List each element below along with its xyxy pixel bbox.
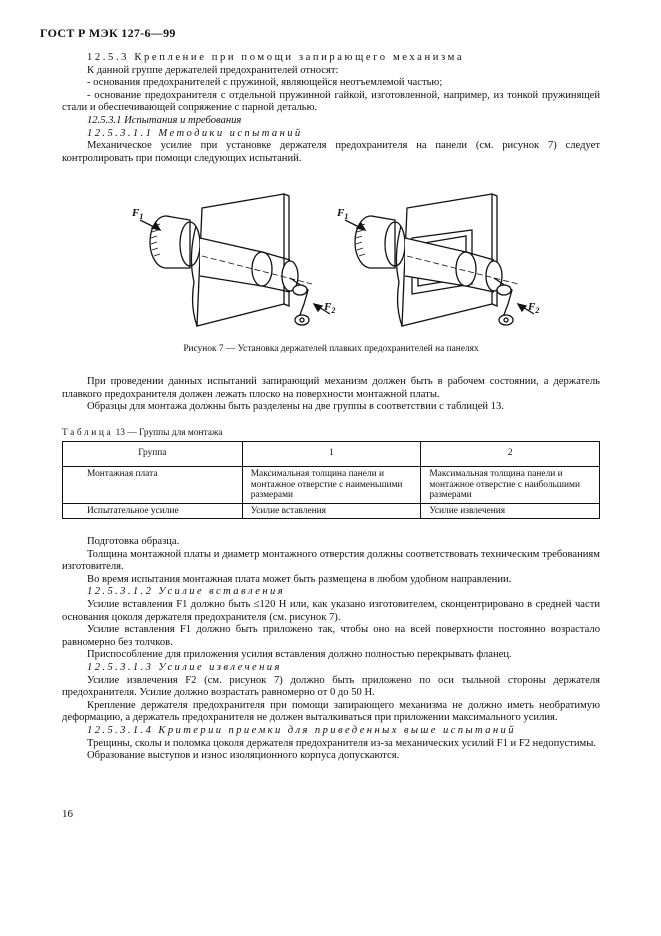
paragraph: Приспособление для приложения усилия вставления должно полностью перекрывать фланец.: [87, 649, 512, 661]
label-f2-left: $F_2$: [324, 301, 336, 315]
section-heading-12-5-3-1-2: [62, 586, 600, 599]
list-item: - основания предохранителей с пружиной, являющейся неотъемлемой частью;: [87, 77, 443, 89]
table-cell: Усилие вставления: [242, 503, 421, 518]
middle-text-block: [62, 376, 600, 414]
table-cell: Максимальная толщина панели и монтажное отверстие с наименьшими размерами: [242, 467, 421, 503]
paragraph: Крепление держателя предохранителя при помощи запирающего механизма не должно иметь необратимую деформацию, а держатель предохранителя не должен выталкиваться при приложении максимального усилия.: [62, 699, 600, 724]
bottom-text-block: [62, 536, 600, 763]
heading-text: 12.5.3.1.1 Методики испытаний: [87, 127, 303, 139]
page-number: 16: [62, 808, 73, 820]
paragraph: Толщина монтажной платы и диаметр монтажного отверстия должны соответствовать техническим требованиям изготовителя.: [62, 548, 600, 573]
table-cell: Максимальная толщина панели и монтажное отверстие с наибольшими размерами: [421, 467, 600, 503]
paragraph: Образцы для монтажа должны быть разделены на две группы в соответствии с таблицей 13.: [87, 401, 504, 413]
paragraph: При проведении данных испытаний запирающий механизм должен быть в рабочем состоянии, а держатель плавкого предохранителя должен лежать плоско на поверхности монтажной платы.: [62, 376, 600, 400]
section-heading-12-5-3-1-3: [62, 662, 600, 675]
heading-text: 12.5.3 Крепление при помощи запирающего механизма: [87, 52, 465, 63]
section-heading-12-5-3-1: [62, 115, 600, 128]
paragraph: Усилие извлечения F2 (см. рисунок 7) должно быть приложено по оси тыльной стороны держателя предохранителя. Усилие должно возрастать равномерно от 0 до 50 Н.: [62, 674, 600, 699]
table-caption-lead: Таблица: [62, 428, 114, 438]
heading-text: 12.5.3.1 Испытания и требования: [87, 114, 242, 126]
label-f2-right: $F_2$: [528, 301, 540, 315]
list-item: - основание предохранителя с отдельной пружинной гайкой, изготовленной, например, из тонкой пружинящей стали и обеспечивающей сопряжение с парной деталью.: [62, 89, 600, 114]
paragraph: К данной группе держателей предохранителей относят:: [87, 64, 339, 76]
table-row: [63, 503, 600, 518]
figure-7: [62, 186, 600, 336]
top-text-block: [62, 52, 600, 165]
table-row: [63, 467, 600, 503]
label-f1-left: $F_1$: [132, 207, 144, 221]
section-heading-12-5-3: [62, 52, 600, 65]
table-header-cell: 2: [421, 442, 600, 467]
table-header-cell: 1: [242, 442, 421, 467]
paragraph: Подготовка образца.: [87, 536, 180, 547]
table-caption-rest: 13 — Группы для монтажа: [115, 428, 223, 438]
table-cell: Усилие извлечения: [421, 503, 600, 518]
table-header-row: [63, 442, 600, 467]
fuse-holder-drawing: [62, 186, 600, 336]
heading-text: 12.5.3.1.2 Усилие вставления: [87, 586, 286, 598]
document-header: ГОСТ Р МЭК 127-6—99: [40, 26, 176, 40]
paragraph: Образование выступов и износ изоляционного корпуса допускаются.: [87, 750, 400, 762]
table-13: [62, 441, 600, 519]
table-caption: [62, 428, 223, 438]
heading-text: 12.5.3.1.3 Усилие извлечения: [87, 661, 282, 673]
table-cell: Монтажная плата: [63, 467, 243, 503]
paragraph: Трещины, сколы и поломка цоколя держателя предохранителя из-за механических усилий F1 и F2 недопустимы.: [87, 737, 597, 749]
paragraph: Во время испытания монтажная плата может быть размещена в любом удобном направлении.: [87, 573, 512, 585]
table-header-cell: Группа: [63, 442, 243, 467]
paragraph: Усилие вставления F1 должно быть ≤120 Н или, как указано изготовителем, сконцентрировано в средней части основания цоколя держателя предохранителя (см. рисунок 7).: [62, 598, 600, 623]
paragraph: Усилие вставления F1 должно быть приложено так, чтобы оно на всей поверхности постоянно возрастало равномерно без толчков.: [62, 624, 600, 648]
section-heading-12-5-3-1-1: [62, 128, 600, 141]
label-f1-right: $F_1$: [337, 207, 349, 221]
paragraph: Механическое усилие при установке держателя предохранителя на панели (см. рисунок 7) следует контролировать при помощи следующих испытаний.: [62, 140, 600, 164]
section-heading-12-5-3-1-4: [62, 725, 600, 738]
heading-text: 12.5.3.1.4 Критерии приемки для приведенных выше испытаний: [87, 724, 516, 736]
figure-caption: Рисунок 7 — Установка держателей плавких предохранителей на панелях: [183, 344, 479, 354]
table-cell: Испытательное усилие: [63, 503, 243, 518]
